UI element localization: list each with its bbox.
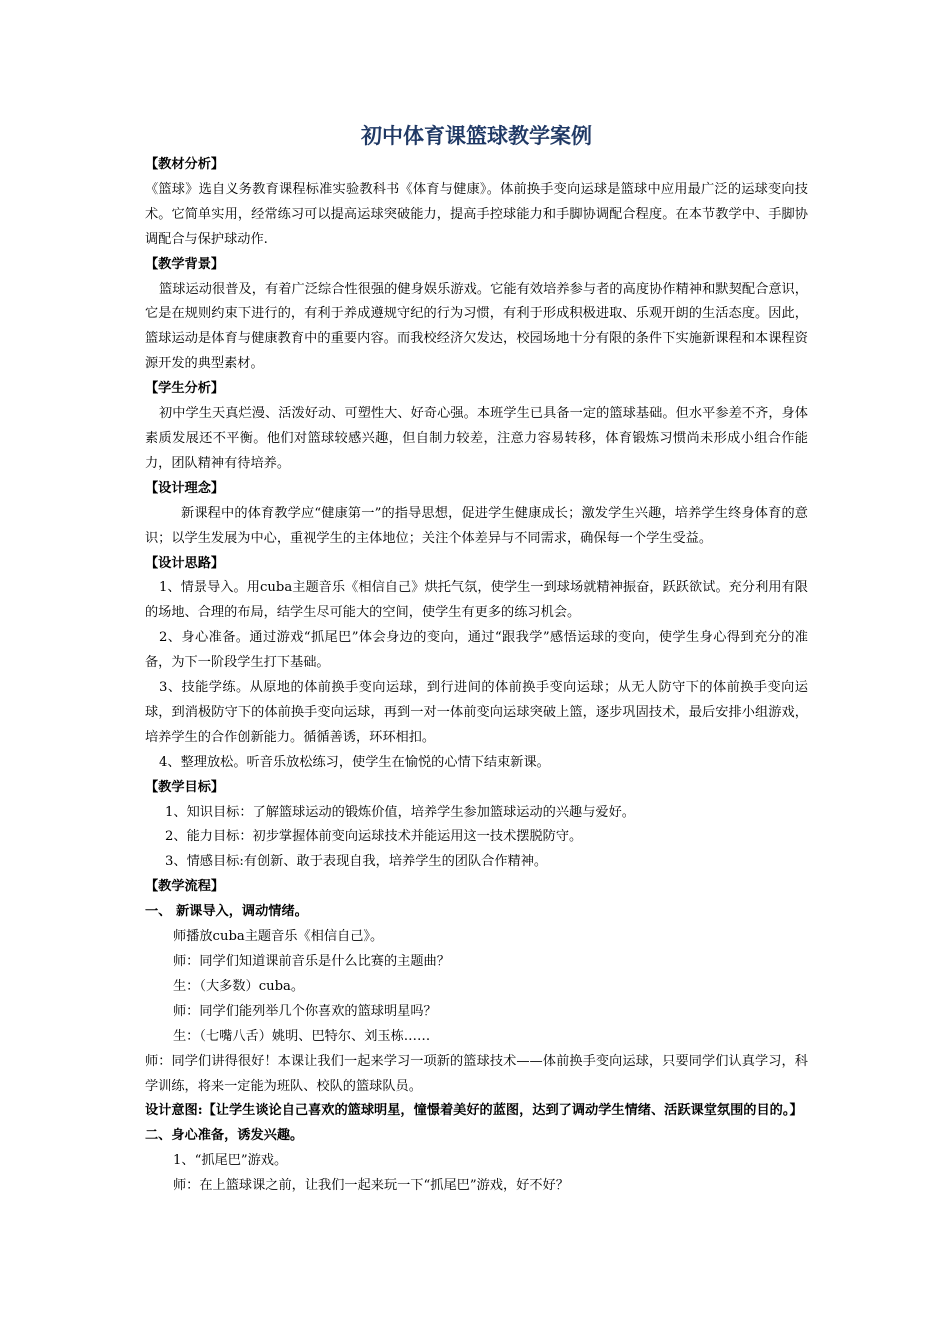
- process-step-2-line: 1、“抓尾巴”游戏。: [173, 1153, 288, 1169]
- process-step-1-line: 师：同学们能列举几个你喜欢的篮球明星吗？: [173, 1003, 437, 1019]
- students-body: 初中学生天真烂漫、活泼好动、可塑性大、好奇心强。本班学生已具备一定的篮球基础。但水平参差不齐，身体素质发展还不平衡。他们对篮球较感兴趣，但自制力较差，注意力容易转移，体育锻炼习惯尚未形成小组合作能力，团队精神有待培养。: [145, 406, 808, 471]
- process-step-1-line: 师播放cuba主题音乐《相信自己》。: [173, 929, 384, 945]
- process-step-2-title: 二、身心准备，诱发兴趣。: [145, 1128, 304, 1144]
- page-title: 初中体育课篮球教学案例: [361, 124, 592, 148]
- goal-item-1: 1、知识目标：了解篮球运动的锻炼价值，培养学生参加篮球运动的兴趣与爱好。: [165, 804, 635, 820]
- material-body: 《篮球》选自义务教育课程标准实验教科书《体育与健康》。体前换手变向运球是篮球中应用最广泛的运球变向技术。它简单实用，经常练习可以提高运球突破能力，提高手控球能力和手脚协调配合程度。在本节教学中、手脚协调配合与保护球动作.: [145, 181, 808, 247]
- idea-item-1: 1、情景导入。用cuba主题音乐《相信自己》烘托气氛，使学生一到球场就精神振奋，跃跃欲试。充分利用有限的场地、合理的布局，结学生尽可能大的空间，使学生有更多的练习机会。: [145, 580, 808, 621]
- concept-body: 新课程中的体育教学应“健康第一”的指导思想，促进学生健康成长；激发学生兴趣，培养学生终身体育的意识；以学生发展为中心，重视学生的主体地位；关注个体差异与不同需求，确保每一个学生受益。: [145, 505, 808, 546]
- idea-item-4: 4、整理放松。听音乐放松练习，使学生在愉悦的心情下结束新课。: [159, 754, 550, 770]
- goal-item-2: 2、能力目标：初步掌握体前变向运球技术并能运用这一技术摆脱防守。: [165, 829, 583, 845]
- section-heading-ideas: 【设计思路】: [145, 555, 225, 571]
- section-heading-material: 【教材分析】: [145, 157, 225, 172]
- idea-item-3: 3、技能学练。从原地的体前换手变向运球，到行进间的体前换手变向运球；从无人防守下的体前换手变向运球，到消极防守下的体前换手变向运球，再到一对一体前变向运球突破上篮，逐步巩固技术，最后安排小组游戏，培养学生的合作创新能力。循循善诱，环环相扣。: [145, 680, 808, 745]
- section-heading-process: 【教学流程】: [145, 879, 225, 895]
- section-heading-background: 【教学背景】: [145, 256, 225, 272]
- process-step-1-title: 一、 新课导入，调动情绪。: [145, 904, 308, 920]
- background-body: 篮球运动很普及，有着广泛综合性很强的健身娱乐游戏。它能有效培养参与者的高度协作精神和默契配合意识，它是在规则约束下进行的，有利于养成遵规守纪的行为习惯，有利于形成积极进取、乐观开朗的生活态度。因此，篮球运动是体育与健康教育中的重要内容。而我校经济欠发达，校园场地十分有限的条件下实施新课程和本课程资源开发的典型素材。: [145, 281, 808, 372]
- process-step-2-line: 师：在上篮球课之前，让我们一起来玩一下“抓尾巴”游戏，好不好？: [173, 1178, 569, 1194]
- section-heading-goals: 【教学目标】: [145, 779, 225, 795]
- process-step-1-line: 师：同学们知道课前音乐是什么比赛的主题曲？: [173, 954, 450, 969]
- idea-item-2: 2、身心准备。通过游戏“抓尾巴”体会身边的变向，通过“跟我学”感悟运球的变向，使学生身心得到充分的准备，为下一阶段学生打下基础。: [145, 630, 808, 671]
- process-step-1-line: 生：（大多数）cuba。: [173, 978, 305, 994]
- section-heading-concept: 【设计理念】: [145, 480, 225, 496]
- process-step-1-line: 生：（七嘴八舌）姚明、巴特尔、刘玉栋……: [173, 1028, 431, 1044]
- goal-item-3: 3、情感目标:有创新、敢于表现自我，培养学生的团队合作精神。: [165, 854, 548, 870]
- design-intent: 设计意图:【让学生谈论自己喜欢的篮球明星，憧憬着美好的蓝图，达到了调动学生情绪、活跃课堂氛围的目的。】: [145, 1103, 803, 1119]
- process-step-1-summary: 师：同学们讲得很好！本课让我们一起来学习一项新的篮球技术——体前换手变向运球，只要同学们认真学习，科学训练，将来一定能为班队、校队的篮球队员。: [145, 1053, 808, 1094]
- section-heading-students: 【学生分析】: [145, 381, 225, 397]
